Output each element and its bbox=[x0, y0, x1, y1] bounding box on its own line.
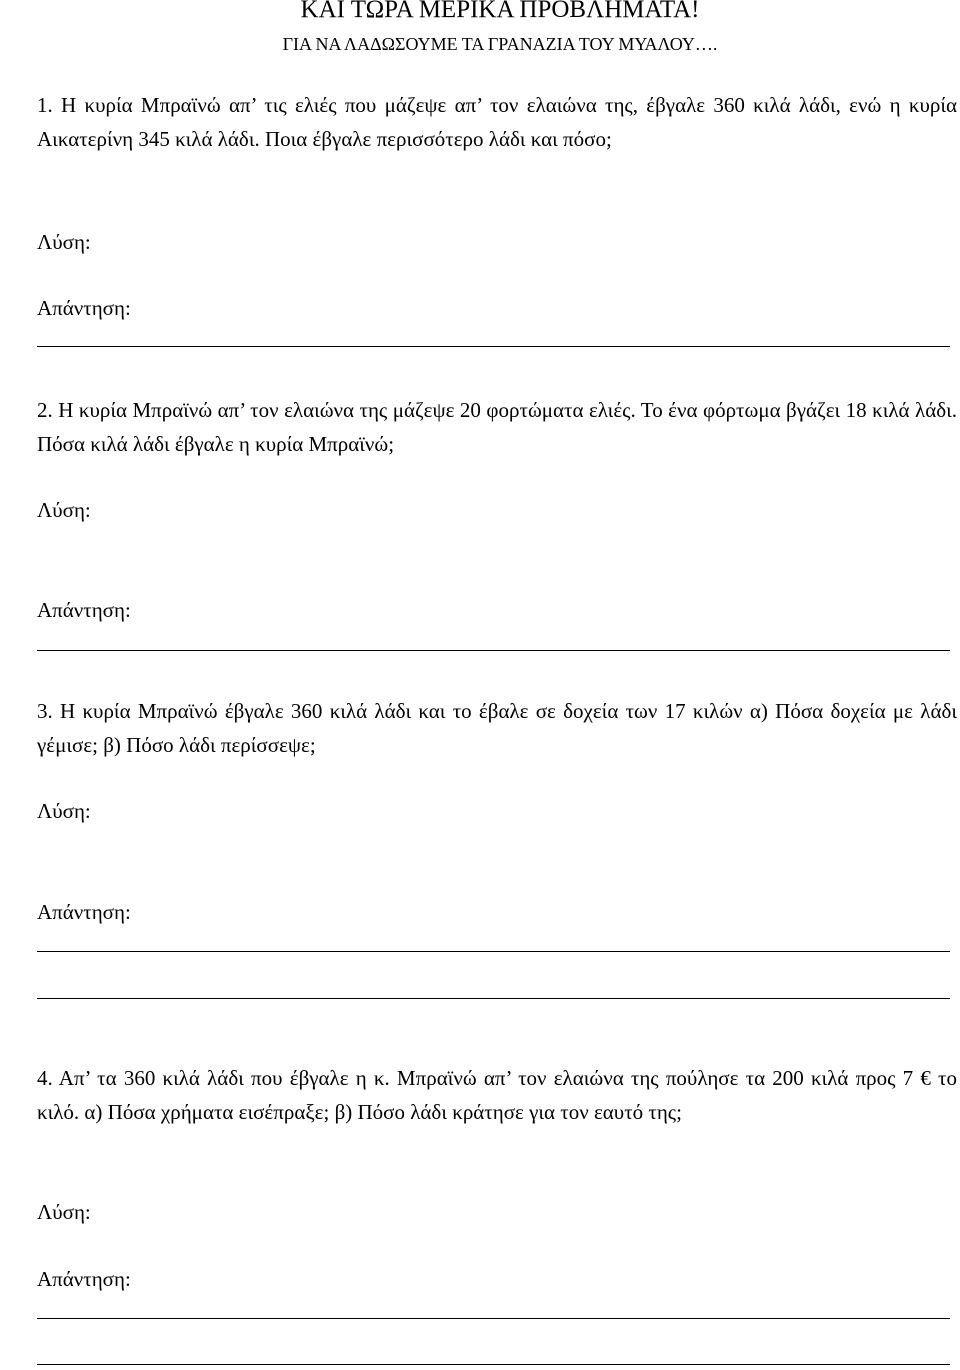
problem-1-solution-label: Λύση: bbox=[37, 230, 91, 254]
problem-1-answer-line bbox=[37, 346, 950, 347]
problem-4-answer-label: Απάντηση: bbox=[37, 1267, 131, 1291]
problem-3-answer-line-2 bbox=[37, 998, 950, 999]
page-title: ΚΑΙ ΤΩΡΑ ΜΕΡΙΚΑ ΠΡΟΒΛΗΜΑΤΑ! bbox=[300, 0, 700, 23]
problem-2-solution-label: Λύση: bbox=[37, 498, 91, 522]
problem-1-answer-label: Απάντηση: bbox=[37, 296, 131, 320]
page-subtitle: ΓΙΑ ΝΑ ΛΑΔΩΣΟΥΜΕ ΤΑ ΓΡΑΝΑΖΙΑ ΤΟΥ ΜΥΑΛΟΥ…. bbox=[282, 34, 718, 54]
problem-3-answer-line-1 bbox=[37, 951, 950, 952]
problem-2-answer-line bbox=[37, 650, 950, 651]
problem-3-text: 3. Η κυρία Μπραϊνώ έβγαλε 360 κιλά λάδι και το έβαλε σε δοχεία των 17 κιλών α) Πόσα δοχεία με λάδι γέμισε; β) Πόσο λάδι περίσσεψε; bbox=[37, 699, 957, 757]
problem-4-answer-line-1 bbox=[37, 1318, 950, 1319]
problem-2-text: 2. Η κυρία Μπραϊνώ απ’ τον ελαιώνα της μάζεψε 20 φορτώματα ελιές. Το ένα φόρτωμα βγάζει 18 κιλά λάδι. Πόσα κιλά λάδι έβγαλε η κυρία Μπραϊνώ; bbox=[37, 398, 957, 456]
problem-4-answer-line-2 bbox=[37, 1364, 950, 1365]
problem-2-answer-label: Απάντηση: bbox=[37, 598, 131, 622]
problem-4-text: 4. Απ’ τα 360 κιλά λάδι που έβγαλε η κ. Μπραϊνώ απ’ τον ελαιώνα της πούλησε τα 200 κιλά προς 7 € το κιλό. α) Πόσα χρήματα εισέπραξε; β) Πόσο λάδι κράτησε για τον εαυτό της; bbox=[37, 1066, 957, 1124]
problem-3-solution-label: Λύση: bbox=[37, 799, 91, 823]
problem-3-answer-label: Απάντηση: bbox=[37, 900, 131, 924]
problem-1-text: 1. Η κυρία Μπραϊνώ απ’ τις ελιές που μάζεψε απ’ τον ελαιώνα της, έβγαλε 360 κιλά λάδι, ενώ η κυρία Αικατερίνη 345 κιλά λάδι. Ποια έβγαλε περισσότερο λάδι και πόσο; bbox=[37, 93, 957, 151]
problem-4-solution-label: Λύση: bbox=[37, 1200, 91, 1224]
